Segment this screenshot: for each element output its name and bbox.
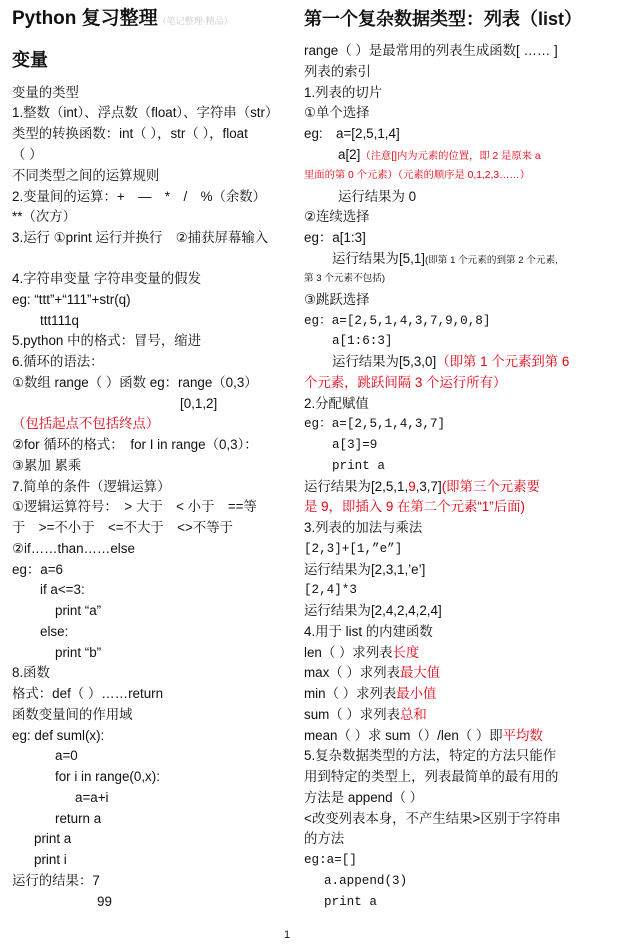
text-line: 4.用于 list 的内建函数: [304, 624, 433, 639]
code-line: for i in range(0,x):: [55, 769, 160, 784]
text-line: [0,1,2]: [180, 396, 218, 411]
text-line: 99: [97, 894, 112, 909]
text-line: <改变列表本身，不产生结果>区别于字符串: [304, 811, 561, 826]
note-red: （包括起点不包括终点）: [12, 416, 160, 431]
text-line: 5.复杂数据类型的方法，特定的方法只能作: [304, 748, 557, 763]
code-line: [2,3]+[1,”e”]: [304, 542, 403, 556]
text-line: len（ ）求列表长度: [304, 645, 420, 660]
text-line: mean（ ）求 sum（）/len（ ）即平均数: [304, 728, 543, 743]
text-line: 2.分配赋值: [304, 396, 369, 411]
text-line: 的方法: [304, 831, 345, 846]
text-line: 6.循环的语法：: [12, 354, 104, 369]
text-line: 运行结果为 0: [338, 189, 417, 204]
code-line: [2,4]*3: [304, 583, 357, 597]
code-line: eg：a=[2,5,1,4,3,7,9,0,8]: [304, 314, 491, 328]
page-number: 1: [284, 929, 291, 941]
text-line: eg: “ttt”+“111”+str(q): [12, 292, 131, 307]
text-line: 列表的索引: [304, 64, 371, 79]
code-line: print a: [332, 459, 385, 473]
code-line: else:: [40, 624, 69, 639]
text-line: eg: a=[2,5,1,4]: [304, 126, 400, 141]
text-line: 1.列表的切片: [304, 85, 383, 100]
text-line: ①逻辑运算符号： > 大于 < 小于 ==等: [12, 499, 257, 514]
text-line: 8.函数: [12, 665, 50, 680]
code-line: a[3]=9: [332, 438, 378, 452]
text-line: a[2]（注意[]内为元素的位置，即 2 是原来 a: [338, 147, 541, 162]
text-line: 3.运行 ①print 运行并换行 ②捕获屏幕输入: [12, 230, 269, 245]
text-line: 用到特定的类型上，列表最简单的最有用的: [304, 769, 559, 784]
text-line: ②if……than……else: [12, 541, 135, 556]
code-line: return a: [55, 811, 102, 826]
code-line: print i: [34, 852, 67, 867]
doc-title: Python 复习整理（笔记整理·精品）: [12, 8, 233, 29]
code-line: eg:a=[]: [304, 853, 357, 867]
code-line: print “b”: [55, 645, 102, 660]
code-line: a=0: [55, 748, 78, 763]
text-line: ③跳跃选择: [304, 292, 370, 307]
text-line: 运行的结果：7: [12, 873, 100, 888]
text-line: eg：a[1:3]: [304, 230, 366, 245]
section-heading-list: 第一个复杂数据类型：列表（list）: [304, 9, 583, 29]
text-line: 格式：def（ ）……return: [12, 686, 164, 701]
section-heading-variables: 变量: [12, 50, 48, 70]
text-line: max（ ）求列表最大值: [304, 665, 441, 680]
text-line: 3.列表的加法与乘法: [304, 520, 423, 535]
text-line: 运行结果为[2,3,1,’e’]: [304, 562, 426, 577]
text-line: 7.简单的条件（逻辑运算）: [12, 479, 171, 494]
code-line: print a: [324, 895, 377, 909]
text-line: 5.python 中的格式：冒号，缩进: [12, 333, 201, 348]
text-line: 方法是 append（ ）: [304, 790, 424, 805]
text-line: 变量的类型: [12, 85, 79, 100]
text-line: 4.字符串变量 字符串变量的假发: [12, 271, 201, 286]
text-line: range（ ）是最常用的列表生成函数[ …… ]: [304, 43, 558, 58]
text-line: eg：a=6: [12, 562, 63, 577]
text-line: ①单个选择: [304, 105, 370, 120]
text-line: 函数变量间的作用域: [12, 707, 133, 722]
text-line: 运行结果为[5,1](即第 1 个元素的到第 2 个元素,: [332, 251, 558, 266]
text-line: ②连续选择: [304, 209, 370, 224]
text-line: 运行结果为[5,3,0]（即第 1 个元素到第 6: [332, 354, 570, 369]
text-line: （ ）: [12, 147, 43, 162]
text-line: ②for 循环的格式： for I in range（0,3）：: [12, 437, 258, 452]
note-red: 个元素，跳跃间隔 3 个运行所有）: [304, 375, 507, 390]
text-line: 运行结果为[2,4,2,4,2,4]: [304, 603, 442, 618]
code-line: a=a+i: [75, 790, 109, 805]
text-line: ttt111q: [40, 313, 79, 328]
text-line: 第 3 个元素不包括): [304, 273, 386, 284]
code-line: a[1:6:3]: [332, 334, 393, 348]
text-line: 于 >=不小于 <=不大于 <>不等于: [12, 520, 233, 535]
code-line: a.append(3): [324, 874, 408, 888]
code-line: print “a”: [55, 603, 102, 618]
note-red: 里面的第 0 个元素）（元素的顺序是 0,1,2,3……）: [304, 170, 530, 181]
text-line: 1.整数（int）、浮点数（float）、字符串（str）: [12, 105, 279, 120]
text-line: ③累加 累乘: [12, 458, 82, 473]
code-line: if a<=3:: [40, 582, 85, 597]
text-line: 不同类型之间的运算规则: [12, 168, 160, 183]
text-line: 运行结果为[2,5,1,9,3,7](即第三个元素要: [304, 479, 540, 494]
note-red: 是 9，即插入 9 在第二个元素“1”后面): [304, 499, 525, 514]
text-line: **（次方）: [12, 209, 76, 224]
text-line: sum（ ）求列表总和: [304, 707, 427, 722]
text-line: min（ ）求列表最小值: [304, 686, 437, 701]
code-line: print a: [34, 831, 72, 846]
code-line: eg：a=[2,5,1,4,3,7]: [304, 417, 446, 431]
text-line: 类型的转换函数：int（ ），str（ ），float: [12, 126, 248, 141]
code-line: eg: def suml(x):: [12, 728, 105, 743]
text-line: 2.变量间的运算：+ — * / %（余数）: [12, 189, 267, 204]
text-line: ①数组 range（ ）函数 eg：range（0,3）: [12, 375, 258, 390]
